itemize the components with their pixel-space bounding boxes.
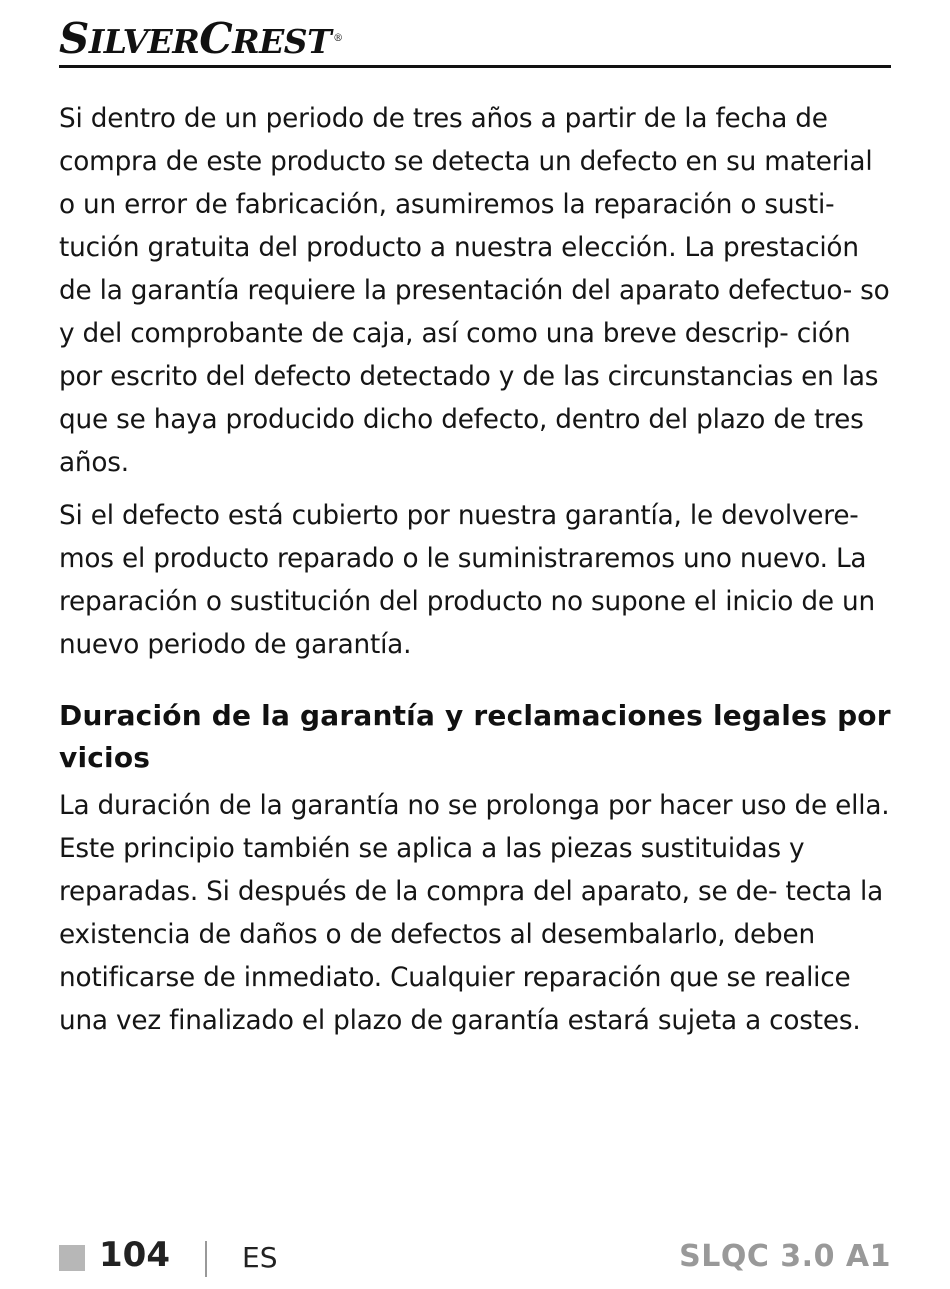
page-header xyxy=(59,12,891,68)
registered-mark: ® xyxy=(333,33,343,44)
model-number: SLQC 3.0 A1 xyxy=(679,1239,891,1274)
page-content xyxy=(59,98,894,1043)
language-code: ES xyxy=(242,1241,278,1274)
page-footer xyxy=(59,1233,891,1283)
header-rule xyxy=(59,65,891,68)
paragraph-warranty-duration: La duración de la garantía no se prolonga por hacer uso de ella. Este principio también se aplica a las piezas sustituidas y reparadas. Si después de la compra del aparato, se de- tecta la existencia de daños o de defectos al desembalarlo, deben notificarse de inmediato. Cualquier reparación que se realice una vez finalizado el plazo de garantía estará sujeta a costes. xyxy=(59,791,890,1036)
silvercrest-logo xyxy=(59,14,343,63)
section-heading: Duración de la garantía y reclamaciones legales por vicios xyxy=(59,699,891,774)
logo-letter-c: C xyxy=(199,14,233,63)
footer-divider xyxy=(205,1241,207,1277)
paragraph-warranty-coverage: Si el defecto está cubierto por nuestra garantía, le devolvere- mos el producto reparado o le suministraremos uno nuevo. La reparación o sustitución del producto no supone el inicio de un nuevo periodo de garantía. xyxy=(59,501,875,660)
footer-square-marker xyxy=(59,1245,85,1271)
logo-text-rest: REST xyxy=(232,22,332,61)
logo-text-ilver: ILVER xyxy=(88,22,200,61)
logo-letter-s: S xyxy=(59,14,89,63)
page-number: 104 xyxy=(99,1235,170,1275)
paragraph-warranty-period: Si dentro de un periodo de tres años a partir de la fecha de compra de este producto se detecta un defecto en su material o un error de fabricación, asumiremos la reparación o susti- tución gratuita del producto a nuestra elección. La prestación de la garantía requiere la presentación del aparato defectuo- so y del comprobante de caja, así como una breve descrip- ción por escrito del defecto detectado y de las circunstancias en las que se haya producido dicho defecto, dentro del plazo de tres años. xyxy=(59,104,890,478)
